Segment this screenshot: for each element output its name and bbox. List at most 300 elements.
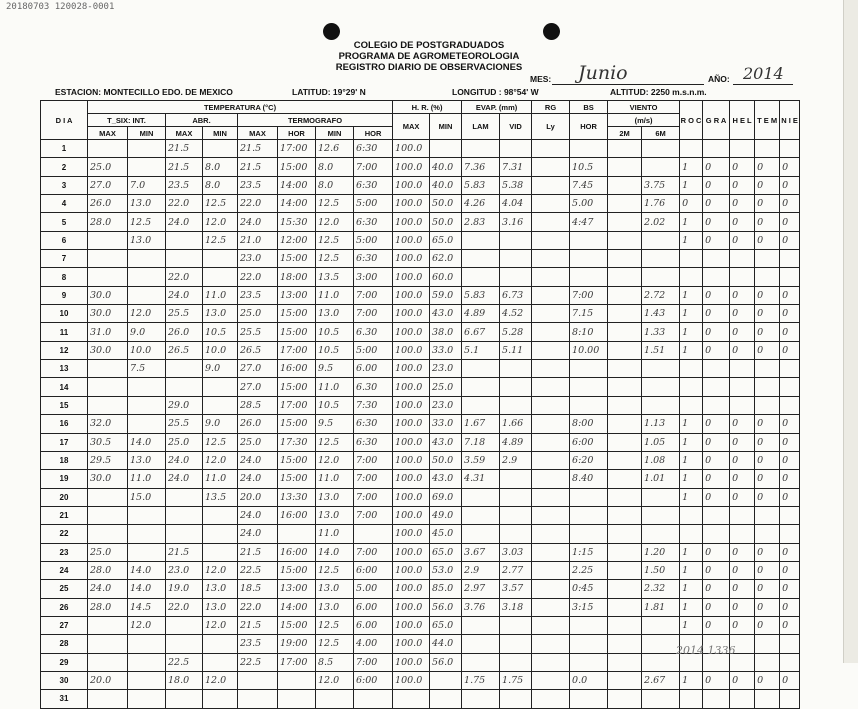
cell-bs: 7.45 bbox=[570, 176, 608, 194]
cell-bs: 6:20 bbox=[570, 451, 608, 469]
cell-gmax: 23.5 bbox=[238, 176, 278, 194]
cell-ghor2: 6.00 bbox=[354, 360, 393, 378]
col-ly: Ly bbox=[532, 114, 570, 140]
cell-d: 17 bbox=[41, 433, 88, 451]
cell-tem: 0 bbox=[755, 470, 780, 488]
col-hr-max: MAX bbox=[393, 114, 430, 140]
table-row bbox=[41, 690, 800, 708]
cell-gmax bbox=[238, 690, 278, 708]
cell-ghor2: 7:30 bbox=[354, 396, 393, 414]
cell-gmax: 26.0 bbox=[238, 415, 278, 433]
cell-vid: 2.9 bbox=[500, 451, 532, 469]
cell-ghor: 15:00 bbox=[278, 451, 316, 469]
cell-roc: 1 bbox=[680, 598, 703, 616]
cell-hmin: 40.0 bbox=[430, 176, 462, 194]
cell-amax: 24.0 bbox=[166, 451, 203, 469]
cell-hel bbox=[730, 690, 755, 708]
cell-rg bbox=[532, 396, 570, 414]
col-lam: LAM bbox=[462, 114, 500, 140]
cell-ghor2: 7:00 bbox=[354, 488, 393, 506]
institution-title: COLEGIO DE POSTGRADUADOS bbox=[353, 40, 505, 51]
cell-roc: 1 bbox=[680, 451, 703, 469]
cell-amin: 12.5 bbox=[203, 231, 238, 249]
cell-hel bbox=[730, 525, 755, 543]
table-row bbox=[41, 140, 800, 158]
cell-tmax: 30.0 bbox=[88, 305, 128, 323]
table-row bbox=[41, 305, 800, 323]
cell-lam bbox=[462, 616, 500, 634]
table-row bbox=[41, 451, 800, 469]
cell-hmin: 56.0 bbox=[430, 598, 462, 616]
cell-tem: 0 bbox=[755, 561, 780, 579]
cell-ghor2 bbox=[354, 525, 393, 543]
cell-d: 23 bbox=[41, 543, 88, 561]
cell-gra: 0 bbox=[703, 451, 730, 469]
cell-lam: 7.18 bbox=[462, 433, 500, 451]
cell-gmin: 8.0 bbox=[316, 158, 354, 176]
cell-hmin: 33.0 bbox=[430, 415, 462, 433]
cell-vid bbox=[500, 653, 532, 671]
cell-amin: 12.0 bbox=[203, 561, 238, 579]
station-latitude: LATITUD: 19°29' N bbox=[292, 87, 366, 97]
cell-lam: 2.97 bbox=[462, 580, 500, 598]
cell-amax bbox=[166, 360, 203, 378]
cell-gmin: 10.5 bbox=[316, 396, 354, 414]
table-row bbox=[41, 250, 800, 268]
cell-tem: 0 bbox=[755, 543, 780, 561]
cell-tem: 0 bbox=[755, 580, 780, 598]
cell-vid: 1.66 bbox=[500, 415, 532, 433]
cell-nie bbox=[780, 635, 800, 653]
cell-hmax: 100.0 bbox=[393, 506, 430, 524]
cell-roc bbox=[680, 378, 703, 396]
cell-amin: 9.0 bbox=[203, 415, 238, 433]
cell-tmax bbox=[88, 396, 128, 414]
cell-nie bbox=[780, 525, 800, 543]
cell-hel: 0 bbox=[730, 341, 755, 359]
cell-ghor2: 7:00 bbox=[354, 470, 393, 488]
cell-d: 16 bbox=[41, 415, 88, 433]
cell-w2 bbox=[608, 378, 642, 396]
cell-bs bbox=[570, 653, 608, 671]
col-nie: N I E bbox=[780, 101, 800, 140]
cell-ghor2: 6:30 bbox=[354, 140, 393, 158]
col-viento-2m: 2M bbox=[608, 127, 642, 140]
cell-amax: 25.0 bbox=[166, 433, 203, 451]
table-row bbox=[41, 158, 800, 176]
cell-roc: 1 bbox=[680, 286, 703, 304]
cell-gmax: 25.0 bbox=[238, 433, 278, 451]
cell-w6 bbox=[642, 231, 680, 249]
cell-roc bbox=[680, 250, 703, 268]
cell-ghor2: 6.00 bbox=[354, 616, 393, 634]
col-bs: BS bbox=[570, 101, 608, 114]
cell-ghor: 14:00 bbox=[278, 195, 316, 213]
cell-gmin: 12.5 bbox=[316, 433, 354, 451]
cell-rg bbox=[532, 690, 570, 708]
cell-d: 29 bbox=[41, 653, 88, 671]
cell-ghor2: 6:30 bbox=[354, 433, 393, 451]
cell-w2 bbox=[608, 580, 642, 598]
cell-nie: 0 bbox=[780, 195, 800, 213]
cell-tem: 0 bbox=[755, 195, 780, 213]
col-viento-6m: 6M bbox=[642, 127, 680, 140]
cell-roc: 1 bbox=[680, 231, 703, 249]
table-row bbox=[41, 378, 800, 396]
cell-tmax: 26.0 bbox=[88, 195, 128, 213]
cell-gmax: 27.0 bbox=[238, 378, 278, 396]
cell-tmin: 7.5 bbox=[128, 360, 166, 378]
cell-ghor2: 6:30 bbox=[354, 176, 393, 194]
cell-amax: 22.0 bbox=[166, 268, 203, 286]
cell-tem bbox=[755, 690, 780, 708]
cell-gmin: 11.0 bbox=[316, 525, 354, 543]
cell-hmin: 43.0 bbox=[430, 433, 462, 451]
cell-vid: 5.11 bbox=[500, 341, 532, 359]
cell-gmax: 28.5 bbox=[238, 396, 278, 414]
cell-tmin: 11.0 bbox=[128, 470, 166, 488]
cell-gmax: 22.5 bbox=[238, 653, 278, 671]
cell-gmin: 12.6 bbox=[316, 140, 354, 158]
cell-w6 bbox=[642, 158, 680, 176]
cell-tmin bbox=[128, 690, 166, 708]
cell-gmax: 24.0 bbox=[238, 451, 278, 469]
cell-tmin bbox=[128, 543, 166, 561]
cell-tmin bbox=[128, 525, 166, 543]
cell-w2 bbox=[608, 488, 642, 506]
cell-gra: 0 bbox=[703, 195, 730, 213]
cell-gra: 0 bbox=[703, 213, 730, 231]
cell-lam: 5.83 bbox=[462, 176, 500, 194]
cell-bs: 6:00 bbox=[570, 433, 608, 451]
cell-amax: 21.5 bbox=[166, 140, 203, 158]
observations-table bbox=[40, 100, 800, 709]
cell-hmin: 33.0 bbox=[430, 341, 462, 359]
cell-gra bbox=[703, 140, 730, 158]
cell-tmin bbox=[128, 250, 166, 268]
cell-roc: 1 bbox=[680, 561, 703, 579]
cell-hmax: 100.0 bbox=[393, 671, 430, 689]
col-vid: VID bbox=[500, 114, 532, 140]
cell-hel: 0 bbox=[730, 488, 755, 506]
cell-d: 27 bbox=[41, 616, 88, 634]
cell-rg bbox=[532, 323, 570, 341]
mes-value: Junio bbox=[578, 62, 628, 84]
cell-hmax: 100.0 bbox=[393, 305, 430, 323]
cell-bs: 1:15 bbox=[570, 543, 608, 561]
cell-hmax: 100.0 bbox=[393, 470, 430, 488]
cell-roc: 1 bbox=[680, 176, 703, 194]
cell-w6 bbox=[642, 268, 680, 286]
cell-amin bbox=[203, 396, 238, 414]
station-altitude: ALTITUD: 2250 m.s.n.m. bbox=[610, 87, 707, 97]
cell-tmin: 13.0 bbox=[128, 231, 166, 249]
cell-lam: 3.67 bbox=[462, 543, 500, 561]
cell-bs: 8.40 bbox=[570, 470, 608, 488]
cell-d: 20 bbox=[41, 488, 88, 506]
cell-hmin: 65.0 bbox=[430, 543, 462, 561]
table-row bbox=[41, 616, 800, 634]
cell-ghor: 17:00 bbox=[278, 396, 316, 414]
cell-hmin: 60.0 bbox=[430, 268, 462, 286]
cell-hmin: 50.0 bbox=[430, 195, 462, 213]
cell-vid bbox=[500, 396, 532, 414]
cell-bs: 10.00 bbox=[570, 341, 608, 359]
cell-gmin: 14.0 bbox=[316, 543, 354, 561]
cell-gmin: 12.0 bbox=[316, 451, 354, 469]
col-tsix-max: MAX bbox=[88, 127, 128, 140]
table-row bbox=[41, 506, 800, 524]
cell-hmax: 100.0 bbox=[393, 176, 430, 194]
cell-amax: 22.0 bbox=[166, 598, 203, 616]
cell-hel: 0 bbox=[730, 580, 755, 598]
cell-ghor2: 7:00 bbox=[354, 506, 393, 524]
cell-vid bbox=[500, 231, 532, 249]
cell-hmax: 100.0 bbox=[393, 616, 430, 634]
cell-vid bbox=[500, 488, 532, 506]
ano-value: 2014 bbox=[743, 64, 784, 83]
cell-bs bbox=[570, 690, 608, 708]
cell-ghor2: 6:30 bbox=[354, 213, 393, 231]
cell-w2 bbox=[608, 616, 642, 634]
cell-ghor: 13:30 bbox=[278, 488, 316, 506]
col-termo-hor: HOR bbox=[278, 127, 316, 140]
cell-tmin bbox=[128, 415, 166, 433]
cell-hmin bbox=[430, 690, 462, 708]
cell-rg bbox=[532, 268, 570, 286]
cell-nie bbox=[780, 360, 800, 378]
cell-tmax: 30.0 bbox=[88, 286, 128, 304]
cell-hmax: 100.0 bbox=[393, 580, 430, 598]
cell-gra: 0 bbox=[703, 176, 730, 194]
cell-d: 11 bbox=[41, 323, 88, 341]
cell-hmin: 62.0 bbox=[430, 250, 462, 268]
col-roc: R O C bbox=[680, 101, 703, 140]
footer-note: 2014 1336 bbox=[676, 644, 736, 657]
cell-tmin: 15.0 bbox=[128, 488, 166, 506]
cell-nie bbox=[780, 250, 800, 268]
cell-w6: 1.05 bbox=[642, 433, 680, 451]
cell-hmin: 23.0 bbox=[430, 396, 462, 414]
cell-ghor2: 5.00 bbox=[354, 580, 393, 598]
cell-amin: 8.0 bbox=[203, 158, 238, 176]
cell-hmin: 49.0 bbox=[430, 506, 462, 524]
cell-gra: 0 bbox=[703, 580, 730, 598]
cell-amin bbox=[203, 653, 238, 671]
cell-ghor2: 6:30 bbox=[354, 415, 393, 433]
cell-ghor: 14:00 bbox=[278, 176, 316, 194]
cell-tmin: 14.0 bbox=[128, 561, 166, 579]
cell-tem bbox=[755, 635, 780, 653]
cell-tmax bbox=[88, 231, 128, 249]
cell-tem bbox=[755, 506, 780, 524]
cell-nie bbox=[780, 140, 800, 158]
cell-hel: 0 bbox=[730, 415, 755, 433]
cell-tmax bbox=[88, 653, 128, 671]
cell-ghor2: 7:00 bbox=[354, 158, 393, 176]
cell-hel: 0 bbox=[730, 598, 755, 616]
cell-roc: 1 bbox=[680, 616, 703, 634]
cell-gmin: 13.0 bbox=[316, 488, 354, 506]
cell-hel: 0 bbox=[730, 433, 755, 451]
cell-vid: 4.04 bbox=[500, 195, 532, 213]
col-viento-units: (m/s) bbox=[608, 114, 680, 127]
cell-hel: 0 bbox=[730, 671, 755, 689]
cell-gmin: 9.5 bbox=[316, 415, 354, 433]
cell-rg bbox=[532, 378, 570, 396]
cell-hel: 0 bbox=[730, 231, 755, 249]
cell-nie: 0 bbox=[780, 415, 800, 433]
cell-tmax: 30.0 bbox=[88, 341, 128, 359]
cell-gra: 0 bbox=[703, 561, 730, 579]
cell-gmin: 11.0 bbox=[316, 470, 354, 488]
cell-amin: 12.5 bbox=[203, 195, 238, 213]
cell-gmax: 21.5 bbox=[238, 616, 278, 634]
cell-w6 bbox=[642, 690, 680, 708]
cell-roc: 1 bbox=[680, 470, 703, 488]
cell-ghor: 15:00 bbox=[278, 470, 316, 488]
cell-ghor2: 6:00 bbox=[354, 561, 393, 579]
cell-vid bbox=[500, 470, 532, 488]
cell-rg bbox=[532, 433, 570, 451]
cell-bs: 8:00 bbox=[570, 415, 608, 433]
cell-hel: 0 bbox=[730, 451, 755, 469]
table-row bbox=[41, 433, 800, 451]
cell-gmin: 8.0 bbox=[316, 176, 354, 194]
cell-rg bbox=[532, 506, 570, 524]
cell-tem: 0 bbox=[755, 433, 780, 451]
cell-roc: 1 bbox=[680, 305, 703, 323]
cell-w6: 1.81 bbox=[642, 598, 680, 616]
cell-gmax: 21.5 bbox=[238, 543, 278, 561]
cell-bs: 3:15 bbox=[570, 598, 608, 616]
cell-ghor2: 7:00 bbox=[354, 653, 393, 671]
cell-w2 bbox=[608, 341, 642, 359]
cell-gra: 0 bbox=[703, 616, 730, 634]
cell-amin: 10.5 bbox=[203, 323, 238, 341]
cell-vid: 7.31 bbox=[500, 158, 532, 176]
cell-hmin: 44.0 bbox=[430, 635, 462, 653]
cell-w2 bbox=[608, 268, 642, 286]
cell-lam bbox=[462, 525, 500, 543]
cell-rg bbox=[532, 653, 570, 671]
cell-hel: 0 bbox=[730, 616, 755, 634]
cell-bs bbox=[570, 616, 608, 634]
cell-ghor: 18:00 bbox=[278, 268, 316, 286]
cell-nie: 0 bbox=[780, 341, 800, 359]
cell-hmax: 100.0 bbox=[393, 598, 430, 616]
cell-gmin: 10.5 bbox=[316, 323, 354, 341]
cell-w2 bbox=[608, 195, 642, 213]
cell-amax bbox=[166, 250, 203, 268]
cell-w2 bbox=[608, 561, 642, 579]
cell-gra: 0 bbox=[703, 488, 730, 506]
cell-nie bbox=[780, 378, 800, 396]
cell-gmin bbox=[316, 690, 354, 708]
cell-amax: 29.0 bbox=[166, 396, 203, 414]
table-row bbox=[41, 396, 800, 414]
cell-nie: 0 bbox=[780, 580, 800, 598]
cell-tem bbox=[755, 250, 780, 268]
cell-roc bbox=[680, 360, 703, 378]
cell-tmin: 14.0 bbox=[128, 433, 166, 451]
cell-w2 bbox=[608, 598, 642, 616]
cell-bs bbox=[570, 396, 608, 414]
cell-ghor: 15:00 bbox=[278, 158, 316, 176]
cell-tem: 0 bbox=[755, 671, 780, 689]
cell-amax: 22.5 bbox=[166, 653, 203, 671]
cell-vid: 2.77 bbox=[500, 561, 532, 579]
cell-w6: 1.33 bbox=[642, 323, 680, 341]
cell-ghor2: 4.00 bbox=[354, 635, 393, 653]
cell-d: 4 bbox=[41, 195, 88, 213]
table-row bbox=[41, 580, 800, 598]
cell-ghor2: 6.30 bbox=[354, 378, 393, 396]
cell-tem bbox=[755, 360, 780, 378]
cell-gmin: 12.0 bbox=[316, 671, 354, 689]
cell-gmax: 23.5 bbox=[238, 635, 278, 653]
cell-hmax: 100.0 bbox=[393, 195, 430, 213]
cell-hel bbox=[730, 378, 755, 396]
cell-w2 bbox=[608, 506, 642, 524]
cell-ghor2: 6:00 bbox=[354, 671, 393, 689]
cell-gra bbox=[703, 250, 730, 268]
cell-tem: 0 bbox=[755, 176, 780, 194]
cell-w2 bbox=[608, 231, 642, 249]
col-termo-min: MIN bbox=[316, 127, 354, 140]
cell-hel: 0 bbox=[730, 470, 755, 488]
cell-ghor2: 7:00 bbox=[354, 305, 393, 323]
cell-vid: 3.57 bbox=[500, 580, 532, 598]
table-row bbox=[41, 671, 800, 689]
cell-tmin bbox=[128, 158, 166, 176]
cell-w6: 2.72 bbox=[642, 286, 680, 304]
cell-ghor: 15:00 bbox=[278, 250, 316, 268]
cell-hmax: 100.0 bbox=[393, 213, 430, 231]
cell-nie: 0 bbox=[780, 176, 800, 194]
cell-nie: 0 bbox=[780, 488, 800, 506]
cell-w2 bbox=[608, 286, 642, 304]
cell-lam bbox=[462, 268, 500, 286]
cell-d: 12 bbox=[41, 341, 88, 359]
cell-rg bbox=[532, 286, 570, 304]
cell-amin: 13.0 bbox=[203, 598, 238, 616]
cell-hmax: 100.0 bbox=[393, 231, 430, 249]
cell-tmin: 14.0 bbox=[128, 580, 166, 598]
cell-w2 bbox=[608, 305, 642, 323]
cell-hmin: 25.0 bbox=[430, 378, 462, 396]
cell-roc: 1 bbox=[680, 415, 703, 433]
cell-tmin: 14.5 bbox=[128, 598, 166, 616]
cell-tem: 0 bbox=[755, 451, 780, 469]
cell-tem bbox=[755, 653, 780, 671]
cell-rg bbox=[532, 360, 570, 378]
cell-rg bbox=[532, 561, 570, 579]
cell-vid bbox=[500, 525, 532, 543]
cell-gra bbox=[703, 506, 730, 524]
cell-gra: 0 bbox=[703, 671, 730, 689]
cell-bs bbox=[570, 140, 608, 158]
cell-bs bbox=[570, 231, 608, 249]
cell-tmax: 30.0 bbox=[88, 470, 128, 488]
cell-tmax bbox=[88, 635, 128, 653]
col-bs-hor: HOR bbox=[570, 114, 608, 140]
cell-lam bbox=[462, 488, 500, 506]
cell-lam: 2.83 bbox=[462, 213, 500, 231]
cell-d: 28 bbox=[41, 635, 88, 653]
cell-hmin bbox=[430, 671, 462, 689]
cell-hmax: 100.0 bbox=[393, 286, 430, 304]
